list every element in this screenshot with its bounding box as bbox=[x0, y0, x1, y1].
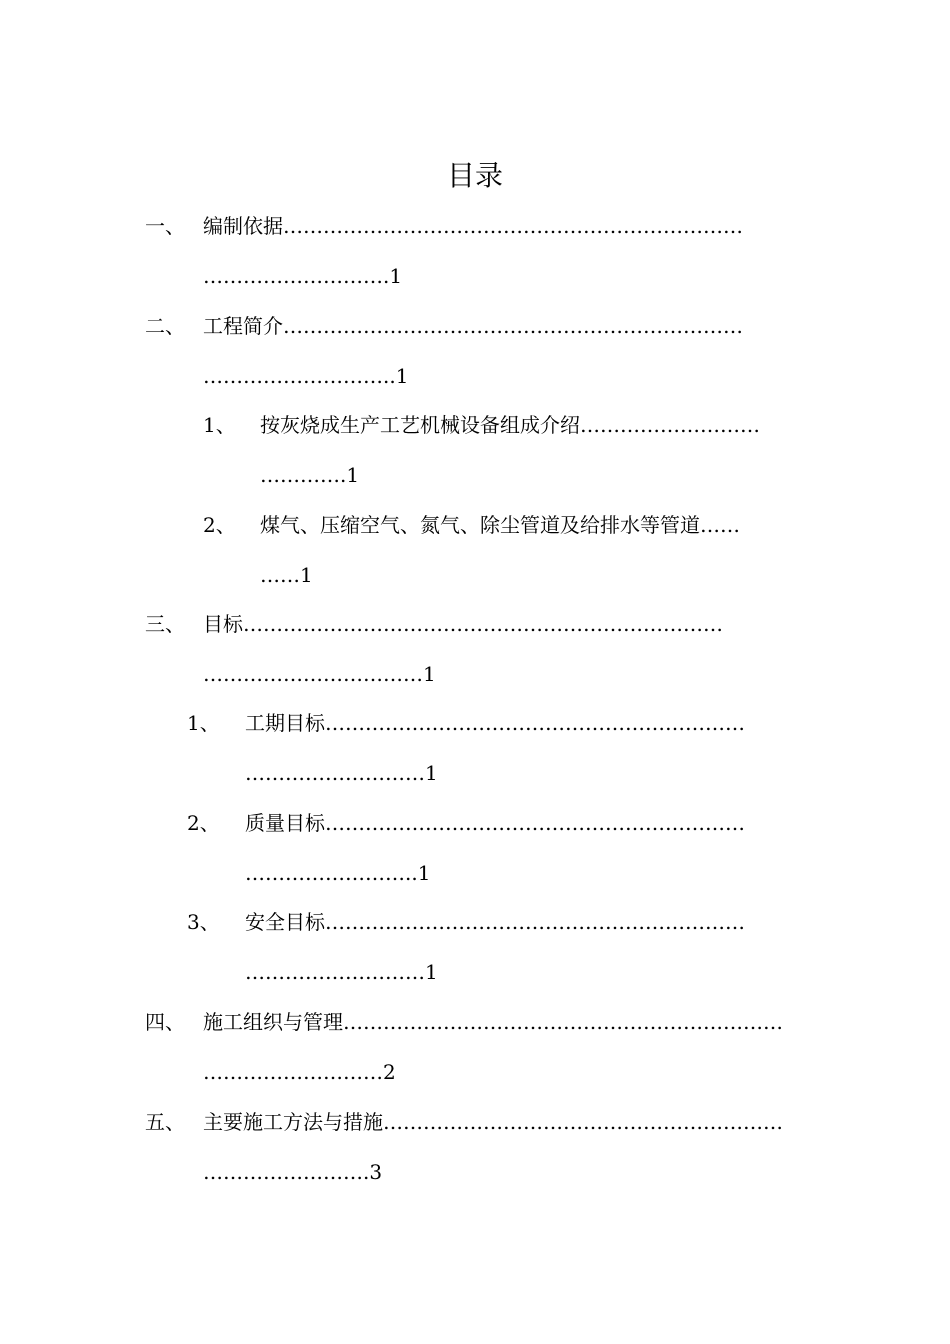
toc-entry-line1 bbox=[260, 411, 805, 439]
toc-entry-line2 bbox=[245, 958, 438, 986]
toc-leader: ………………………………………………………… bbox=[343, 1010, 783, 1034]
toc-entry-line2 bbox=[260, 461, 359, 489]
toc-entry-line2 bbox=[245, 759, 438, 787]
toc-entry-text: 主要施工方法与措施 bbox=[203, 1110, 383, 1134]
toc-entry-line1 bbox=[203, 1008, 805, 1036]
toc-entry-line1 bbox=[203, 1108, 805, 1136]
toc-entry-number: 三、 bbox=[145, 612, 185, 636]
toc-entry-line2 bbox=[203, 262, 402, 290]
toc-page-number: ..1 bbox=[383, 364, 409, 388]
toc-entry-line1 bbox=[260, 511, 805, 539]
toc-entry-line2 bbox=[260, 561, 313, 589]
toc-page-number: 2 bbox=[383, 1060, 396, 1084]
toc-leader: ……………………………………………………… bbox=[325, 711, 745, 735]
toc-leader: …………………… bbox=[245, 861, 405, 885]
toc-entry-number: 五、 bbox=[145, 1110, 185, 1134]
toc-entry-line1 bbox=[203, 212, 805, 240]
toc-leader: ……………………… bbox=[203, 264, 383, 288]
toc-entry-line2 bbox=[203, 660, 436, 688]
toc-entry-text: 工期目标 bbox=[245, 711, 325, 735]
toc-leader: …… bbox=[700, 513, 740, 537]
toc-leader: …………………………………………………… bbox=[383, 1110, 783, 1134]
toc-entry-text: 按灰烧成生产工艺机械设备组成介绍 bbox=[260, 413, 580, 437]
toc-entry-line2 bbox=[203, 362, 408, 390]
toc-leader: …………………………………………………………… bbox=[283, 214, 743, 238]
toc-page-number: .1 bbox=[340, 463, 360, 487]
toc-page-number: .1 bbox=[383, 264, 403, 288]
toc-entry-number: 3、 bbox=[187, 910, 220, 934]
toc-leader: …………………………… bbox=[203, 662, 423, 686]
toc-entry-number: 2、 bbox=[203, 513, 236, 537]
toc-page-number: 1 bbox=[300, 563, 313, 587]
toc-leader: ……………………… bbox=[245, 960, 425, 984]
toc-entry-text: 目标 bbox=[203, 612, 243, 636]
toc-entry-line1 bbox=[203, 610, 805, 638]
toc-entry-number: 1、 bbox=[203, 413, 236, 437]
toc-leader: ……………………………………………………… bbox=[325, 811, 745, 835]
toc-entry-line2 bbox=[203, 1058, 396, 1086]
toc-page-number: .3 bbox=[363, 1160, 383, 1184]
toc-leader: …… bbox=[260, 563, 300, 587]
toc-page-number: ..1 bbox=[405, 861, 431, 885]
toc-entry-text: 质量目标 bbox=[245, 811, 325, 835]
toc-page-number: 1 bbox=[425, 960, 438, 984]
toc-leader: ……………………… bbox=[245, 761, 425, 785]
toc-leader: ……………………………………………………… bbox=[325, 910, 745, 934]
toc-entry-number: 2、 bbox=[187, 811, 220, 835]
toc-entry-text: 安全目标 bbox=[245, 910, 325, 934]
toc-entry-text: 煤气、压缩空气、氮气、除尘管道及给排水等管道 bbox=[260, 513, 700, 537]
toc-leader: ……………………… bbox=[203, 364, 383, 388]
toc-entry-number: 二、 bbox=[145, 314, 185, 338]
toc-entry-line1 bbox=[245, 809, 805, 837]
toc-entry-text: 工程简介 bbox=[203, 314, 283, 338]
toc-entry-text: 施工组织与管理 bbox=[203, 1010, 343, 1034]
toc-page-number: 1 bbox=[423, 662, 436, 686]
toc-leader: ……………………………………………………………… bbox=[243, 612, 723, 636]
toc-entry-line2 bbox=[245, 859, 430, 887]
toc-leader: ……………………… bbox=[203, 1060, 383, 1084]
toc-entry-line1 bbox=[203, 312, 805, 340]
toc-entry-number: 一、 bbox=[145, 214, 185, 238]
toc-entry-line2 bbox=[203, 1158, 382, 1186]
toc-entry-number: 四、 bbox=[145, 1010, 185, 1034]
toc-page-number: 1 bbox=[425, 761, 438, 785]
toc-leader: ……………………… bbox=[580, 413, 760, 437]
toc-entry-text: 编制依据 bbox=[203, 214, 283, 238]
toc-title: 目录 bbox=[446, 159, 503, 192]
toc-leader: …………………… bbox=[203, 1160, 363, 1184]
toc-entry-line1 bbox=[245, 709, 805, 737]
toc-entry-line1 bbox=[245, 908, 805, 936]
toc-entry-number: 1、 bbox=[187, 711, 220, 735]
toc-leader: …………………………………………………………… bbox=[283, 314, 743, 338]
toc-leader: ………… bbox=[260, 463, 340, 487]
